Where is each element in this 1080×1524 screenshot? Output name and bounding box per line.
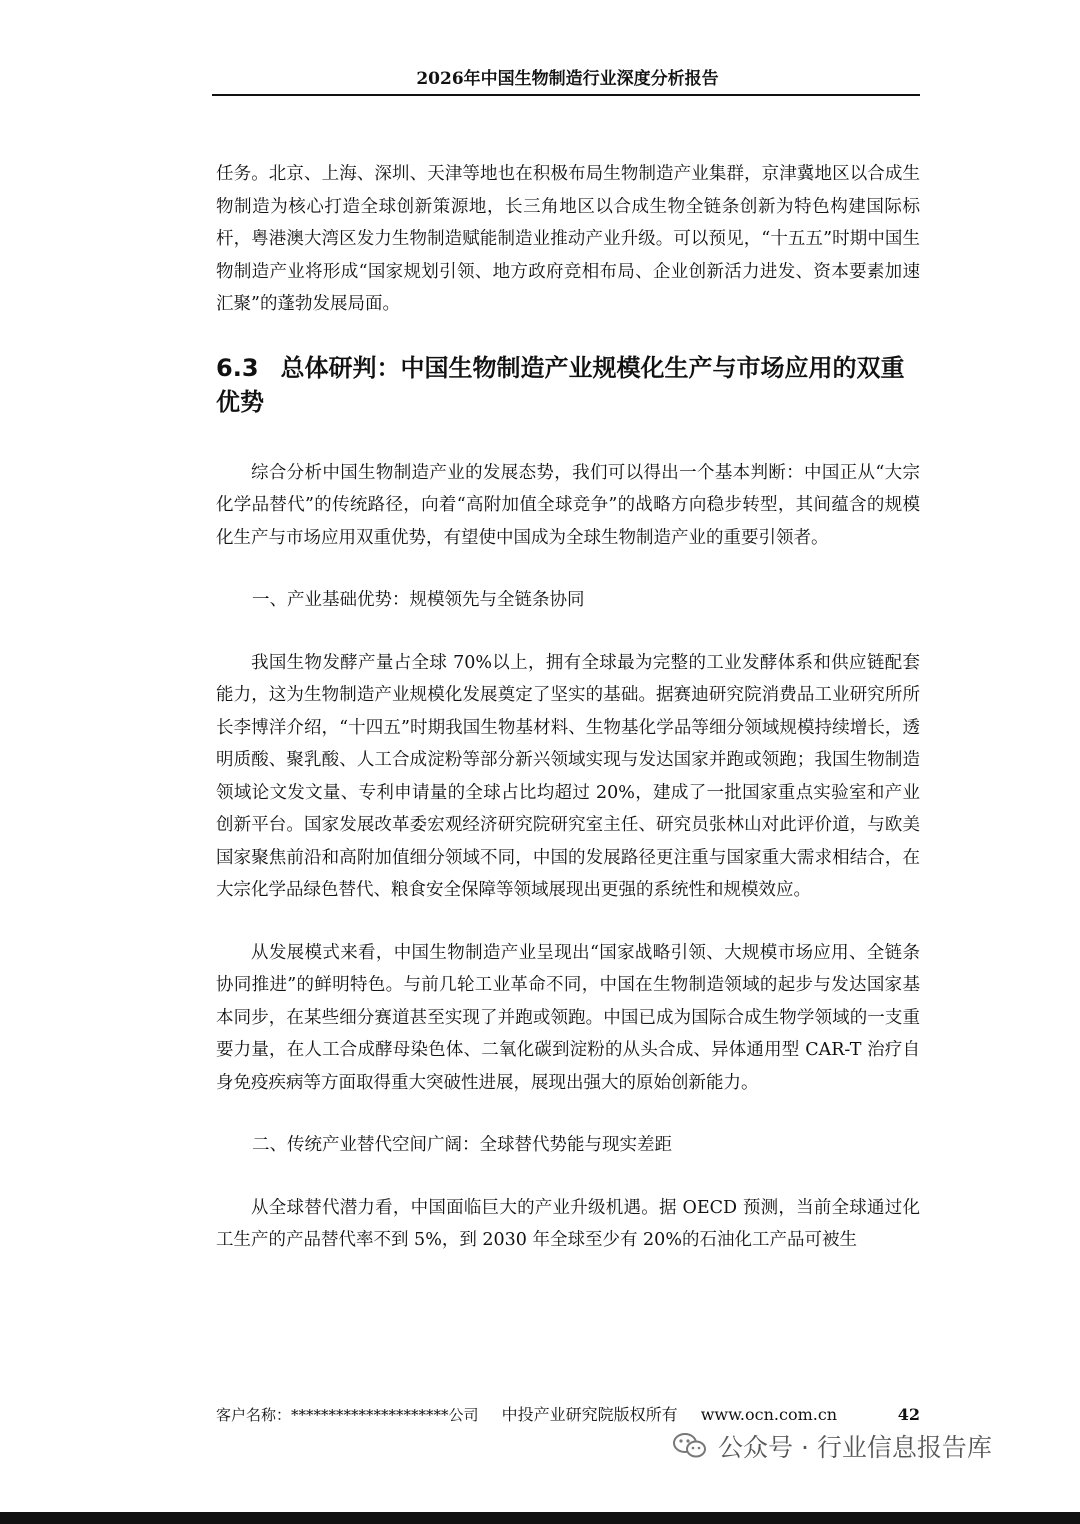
summary-paragraph: 综合分析中国生物制造产业的发展态势，我们可以得出一个基本判断：中国正从“大宗化学品替代”的传统路径，向着“高附加值全球竞争”的战略方向稳步转型，其间蕴含的规模化生产与市场应用双重优势，有望使中国成为全球生物制造产业的重要引领者。 [216, 462, 920, 548]
bottom-border [0, 1512, 1080, 1524]
footer-website: www.ocn.com.cn [700, 1405, 838, 1424]
footer-client-name: 客户名称：*********************公司 [216, 1406, 479, 1424]
wechat-account-text: 公众号 · 行业信息报告库 [718, 1433, 992, 1462]
page-number: 42 [897, 1405, 920, 1424]
header-divider [212, 94, 920, 96]
intro-paragraph: 任务。北京、上海、深圳、天津等地也在积极布局生物制造产业集群，京津冀地区以合成生物制造为核心打造全球创新策源地，长三角地区以合成生物全链条创新为特色构建国际标杆，粤港澳大湾区发力生物制造赋能制造业推动产业升级。可以预见，“十五五”时期中国生物制造产业将形成“国家规划引领、地方政府竞相布局、企业创新活力进发、资本要素加速汇聚”的蓬勃发展局面。 [216, 164, 920, 314]
footer-copyright: 中投产业研究院版权所有 [501, 1405, 678, 1424]
subheading-substitution-space: 二、传统产业替代空间广阔：全球替代势能与现实差距 [252, 1135, 672, 1155]
section-heading [216, 351, 920, 419]
wechat-watermark [672, 1424, 1062, 1468]
report-header-title: 2026年中国生物制造行业深度分析报告 [416, 69, 719, 89]
page-content [216, 158, 920, 1257]
section-number: 6.3 [216, 353, 259, 382]
paragraph-global-substitution: 从全球替代潜力看，中国面临巨大的产业升级机遇。据 OECD 预测，当前全球通过化工生产的产品替代率不到 5%，到 2030 年全球至少有 20%的石油化工产品可被生 [216, 1197, 920, 1250]
subheading-industry-foundation: 一、产业基础优势：规模领先与全链条协同 [252, 590, 585, 610]
paragraph-development-model: 从发展模式来看，中国生物制造产业呈现出“国家战略引领、大规模市场应用、全链条协同推进”的鲜明特色。与前几轮工业革命不同，中国在生物制造领域的起步与发达国家基本同步，在某些细分赛道甚至实现了并跑或领跑。中国已成为国际合成生物学领域的一支重要力量，在人工合成酵母染色体、二氧化碳到淀粉的从头合成、异体通用型 CAR-T 治疗自身免疫疾病等方面取得重大突破性进展，展现出强大的原始创新能力。 [216, 942, 920, 1093]
section-title: 总体研判：中国生物制造产业规模化生产与市场应用的双重优势 [216, 353, 905, 416]
paragraph-industry-foundation: 我国生物发酵产量占全球 70%以上，拥有全球最为完整的工业发酵体系和供应链配套能力，这为生物制造产业规模化发展奠定了坚实的基础。据赛迪研究院消费品工业研究所所长李博洋介绍，“十四五”时期我国生物基材料、生物基化学品等细分领域规模持续增长，透明质酸、聚乳酸、人工合成淀粉等部分新兴领域实现与发达国家并跑或领跑；我国生物制造领域论文发文量、专利申请量的全球占比均超过 20%，建成了一批国家重点实验室和产业创新平台。国家发展改革委宏观经济研究院研究室主任、研究员张林山对此评价道，与欧美国家聚焦前沿和高附加值细分领域不同，中国的发展路径更注重与国家重大需求相结合，在大宗化学品绿色替代、粮食安全保障等领域展现出更强的系统性和规模效应。 [216, 652, 920, 900]
wechat-icon [672, 1431, 708, 1461]
